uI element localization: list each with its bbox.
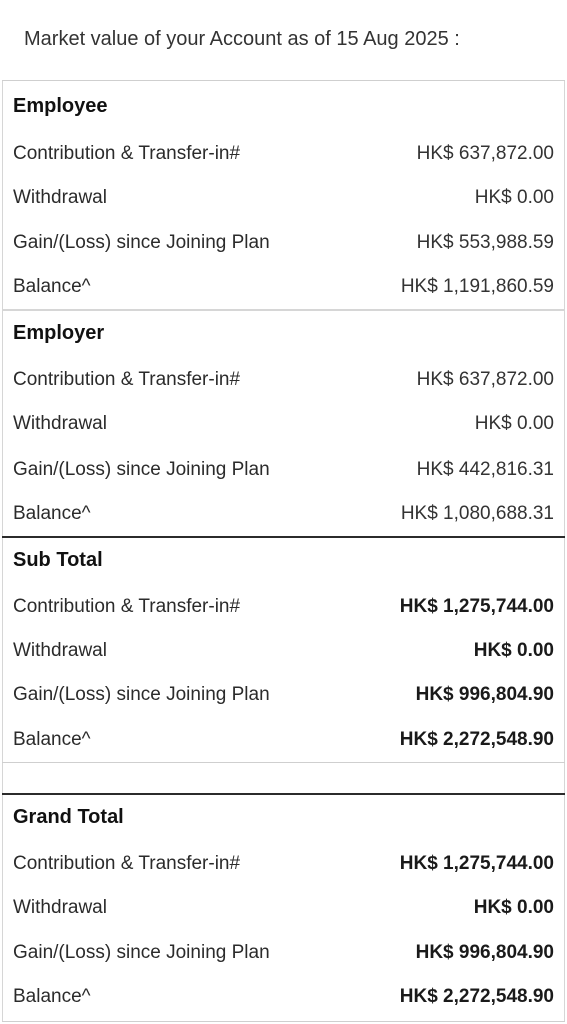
table-row	[3, 631, 564, 671]
row-label: Withdrawal	[13, 640, 107, 661]
subtotal-section	[2, 538, 565, 763]
table-row	[3, 720, 564, 760]
row-value: HK$ 0.00	[473, 897, 554, 918]
table-row	[3, 844, 564, 884]
table-row	[3, 888, 564, 928]
page-title: Market value of your Account as of 15 Aug 2025 :	[24, 28, 460, 50]
section-header-grandtotal: Grand Total	[13, 806, 124, 828]
row-value: HK$ 1,275,744.00	[399, 853, 554, 874]
table-row	[3, 587, 564, 627]
table-row	[3, 178, 564, 218]
row-label: Balance^	[13, 276, 91, 297]
row-value: HK$ 442,816.31	[416, 459, 554, 480]
section-header-subtotal: Sub Total	[13, 549, 103, 571]
table-row	[3, 223, 564, 263]
row-value: HK$ 637,872.00	[416, 143, 554, 164]
row-label: Withdrawal	[13, 897, 107, 918]
row-value: HK$ 637,872.00	[416, 369, 554, 390]
employer-section	[2, 311, 565, 537]
table-row	[3, 494, 564, 534]
row-value: HK$ 0.00	[474, 187, 554, 208]
row-label: Gain/(Loss) since Joining Plan	[13, 232, 270, 253]
section-header-employer: Employer	[13, 322, 105, 344]
row-label: Gain/(Loss) since Joining Plan	[13, 942, 270, 963]
row-value: HK$ 996,804.90	[415, 942, 554, 963]
row-label: Contribution & Transfer-in#	[13, 596, 241, 617]
row-label: Balance^	[13, 729, 91, 750]
section-header-employee: Employee	[13, 95, 108, 117]
row-value: HK$ 2,272,548.90	[399, 986, 554, 1007]
row-label: Gain/(Loss) since Joining Plan	[13, 684, 270, 705]
row-value: HK$ 996,804.90	[415, 684, 554, 705]
row-value: HK$ 1,191,860.59	[400, 276, 554, 297]
table-row	[3, 134, 564, 174]
table-row	[3, 450, 564, 490]
row-value: HK$ 553,988.59	[416, 232, 554, 253]
row-label: Balance^	[13, 503, 91, 524]
spacer-row	[2, 763, 565, 793]
row-value: HK$ 1,080,688.31	[400, 503, 554, 524]
row-label: Contribution & Transfer-in#	[13, 853, 241, 874]
table-row	[3, 933, 564, 973]
row-value: HK$ 1,275,744.00	[399, 596, 554, 617]
row-value: HK$ 0.00	[473, 640, 554, 661]
employee-section	[2, 81, 565, 310]
row-label: Contribution & Transfer-in#	[13, 369, 241, 390]
table-row	[3, 267, 564, 307]
row-label: Balance^	[13, 986, 91, 1007]
row-label: Gain/(Loss) since Joining Plan	[13, 459, 270, 480]
row-value: HK$ 2,272,548.90	[399, 729, 554, 750]
table-row	[3, 360, 564, 400]
row-label: Withdrawal	[13, 187, 107, 208]
table-bottom-border	[2, 1021, 565, 1022]
row-value: HK$ 0.00	[474, 413, 554, 434]
row-label: Withdrawal	[13, 413, 107, 434]
grandtotal-section	[2, 795, 565, 1021]
table-row	[3, 977, 564, 1017]
row-label: Contribution & Transfer-in#	[13, 143, 241, 164]
table-row	[3, 404, 564, 444]
table-row	[3, 675, 564, 715]
